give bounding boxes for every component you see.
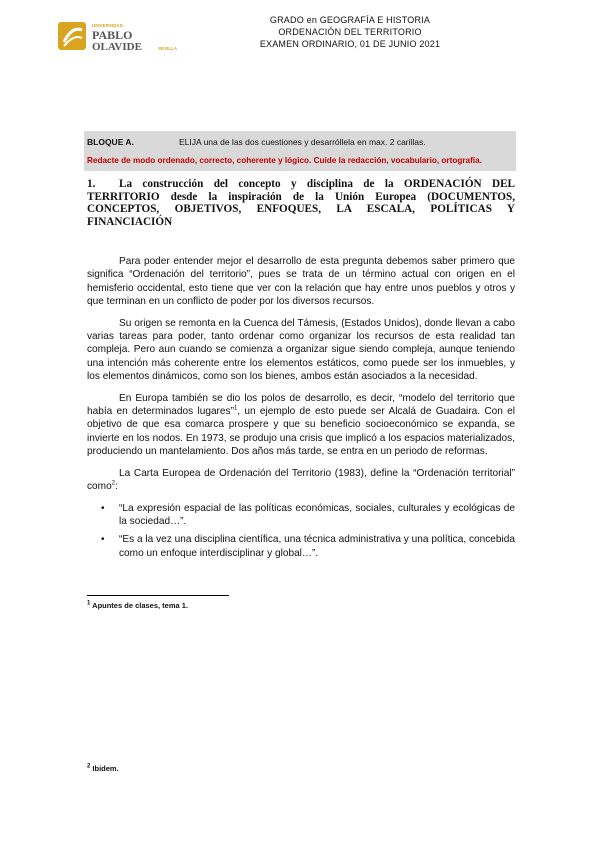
list-item: [101, 502, 515, 529]
definition-list: [87, 502, 515, 561]
header-exam: EXAMEN ORDINARIO, 01 DE JUNIO 2021: [259, 39, 441, 49]
logo-line2: PABLO: [92, 28, 133, 42]
bloque-instruction: ELIJA una de las dos cuestiones y desarróllela en max. 2 carillas.: [179, 137, 426, 147]
paragraph-3-a: En Europa también se dio los polos de desarrollo, es decir, “modelo del territorio que había en determinados lugares”: [87, 392, 515, 418]
header-degree: GRADO en GEOGRAFÍA E HISTORIA: [269, 15, 431, 25]
answer-body: [87, 255, 515, 565]
question-text: La construcción del concepto y disciplina de la ORDENACIÓN DEL TERRITORIO desde la inspiración de la Unión Europea (DOCUMENTOS, CONCEPTOS, OBJETIVOS, ENFOQUES, LA ESCALA, POLÍTICAS Y FINANCIACIÓN: [87, 178, 515, 228]
footnote-1-number: 1: [87, 600, 91, 607]
exam-header: [230, 14, 470, 50]
logo-line1: UNIVERSIDAD: [92, 23, 124, 28]
university-logo: [58, 20, 208, 54]
logo-emblem-icon: [58, 20, 208, 54]
footnote-2-text: Ibidem.: [90, 764, 119, 773]
footnote-1-text: Apuntes de clases, tema 1.: [90, 601, 189, 610]
list-item-text: “Es a la vez una disciplina científica, una técnica administrativa y una política, concebida como un enfoque interdisciplinar y global…”.: [119, 534, 515, 559]
logo-line3: OLAVIDE: [92, 41, 142, 53]
question-title: [87, 178, 515, 228]
paragraph-2: Su origen se remonta en la Cuenca del Támesis, (Estados Unidos), donde llevan a cabo varias tareas para poder, tanto ordenar como organizar los recursos de esta realidad tan compleja. Pero aun cuando se comienza a organizar sigue siendo compleja, aunque teniendo una intención más coherente entre los elementos estáticos, como puede ser los inmuebles, y los elementos dinámicos, como son los bienes, ambos están asociados a la necesidad.: [87, 317, 515, 383]
list-item-text: “La expresión espacial de las políticas económicas, sociales, culturales y ecológicas de la sociedad…”.: [119, 502, 515, 527]
paragraph-3: [87, 392, 515, 459]
bloque-note: Redacte de modo ordenado, correcto, coherente y lógico. Cuide la redacción, vocabulario, ortografía.: [87, 156, 482, 165]
bloque-label: BLOQUE A.: [87, 137, 134, 147]
logo-line4: SEVILLA: [158, 46, 178, 51]
bullet-icon: •: [101, 502, 105, 514]
paragraph-4-a: La Carta Europea de Ordenación del Territorio (1983), define la “Ordenación territorial” como: [87, 467, 515, 493]
footnote-separator: [87, 595, 229, 596]
question-number: 1.: [87, 178, 96, 190]
footnote-2: [87, 764, 119, 773]
paragraph-1: Para poder entender mejor el desarrollo de esta pregunta debemos saber primero que significa “Ordenación del territorio”, pues se trata de un término actual con origen en el hemisferio occidental, esto tiene que ver con la relación que hay entre unos pueblos y otros y que terminan en un conflicto de poder por los diversos recursos.: [87, 256, 515, 308]
list-item: [101, 533, 515, 560]
footnote-1: [87, 601, 188, 610]
paragraph-4: [87, 467, 515, 494]
footnote-2-number: 2: [87, 763, 91, 770]
bloque-box: [84, 131, 516, 171]
footnote-ref-2: 2: [111, 480, 116, 487]
bloque-row: [87, 137, 426, 147]
footnote-ref-1: 1: [233, 405, 238, 412]
paragraph-4-b: :: [115, 481, 118, 493]
bullet-icon: •: [101, 534, 105, 546]
header-subject: ORDENACIÓN DEL TERRITORIO: [278, 27, 422, 37]
paragraph-3-b: , un ejemplo de esto puede ser Alcalá de Guadaira. Con el objetivo de que esa comarca prospere y que su beneficio socioeconómico se expanda, se invierte en los nodos. En 1973, se produjo una crisis que implicó a los espacios materializados, produciendo un mantelamiento. Dos años más tarde, se entra en un periodo de reformas.: [87, 406, 515, 458]
